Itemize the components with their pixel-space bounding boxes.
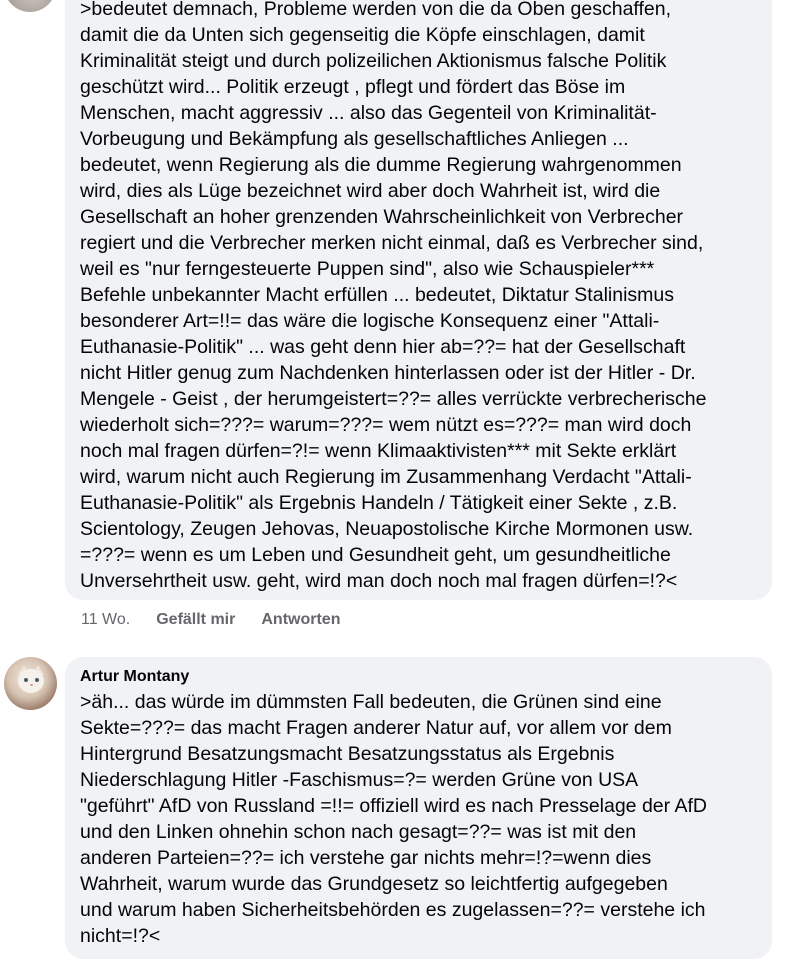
comment-text: >äh... das würde im dümmsten Fall bedeuten, die Grünen sind eine Sekte=???= das macht Fragen anderer Natur auf, vor allem vor dem Hintergrund Besatzungsmacht Besatzungsstatus als Ergebnis Niederschlagung Hitler -Faschismus=?= werden Grüne von USA "geführt" AfD von Russland =!!= offiziell wird es nach Presselage der AfD und den Linken ohnehin schon nach gesagt=??= was ist mit den anderen Parteien=??= ich verstehe gar nichts mehr=!?=wenn dies Wahrheit, warum wurde das Grundgesetz so leichtfertig aufgegeben und warum haben Sicherheitsbehörden es zugelassen=??= verstehe ich nicht=!?< [80, 691, 707, 947]
reply-button[interactable]: Antworten [261, 611, 341, 628]
cat-eye-icon [35, 678, 39, 682]
comment-bubble [65, 657, 772, 959]
cat-eye-icon [24, 678, 28, 682]
comment-actions [81, 609, 366, 631]
like-button[interactable]: Gefällt mir [156, 611, 236, 628]
comment-timestamp[interactable]: 11 Wo. [81, 611, 131, 628]
cat-face-icon [18, 669, 44, 693]
comment-bubble [65, 0, 772, 600]
cat-nose-icon [30, 684, 33, 686]
comment-text: >bedeutet demnach, Probleme werden von die da Oben geschaffen, damit die da Unten sich gegenseitig die Köpfe einschlagen, damit Kriminalität steigt und durch polizeilichen Aktionismus falsche Politik geschützt wird... Politik erzeugt , pflegt und fördert das Böse im Menschen, macht aggressiv ... also das Gegenteil von Kriminalität- Vorbeugung und Bekämpfung als gesellschaftliches Anliegen ... bedeutet, wenn Regierung als die dumme Regierung wahrgenommen wird, dies als Lüge bezeichnet wird aber doch Wahrheit ist, wird die Gesellschaft an hoher grenzenden Wahrscheinlichkeit von Verbrecher regiert und die Verbrecher merken nicht einmal, daß es Verbrecher sind, weil es "nur ferngesteuerte Puppen sind", also wie Schauspieler*** Befehle unbekannter Macht erfüllen ... bedeutet, Diktatur Stalinismus besonderer Art=!!= das wäre die logische Konsequenz einer "Attali- Euthanasie-Politik" ... was geht denn hier ab=??= hat der Gesellschaft nicht Hitler genug zum Nachdenken hinterlassen oder ist der Hitler - Dr. Mengele - Geist , der herumgeistert=??= alles verrückte verbrecherische wiederholt sich=???= warum=???= wem nützt es=???= man wird doch noch mal fragen dürfen=?!= wenn Klimaaktivisten*** mit Sekte erklärt wird, warum nicht auch Regierung im Zusammenhang Verdacht "Attali- Euthanasie-Politik" als Ergebnis Handeln / Tätigkeit einer Sekte , z.B. Scientology, Zeugen Jehovas, Neuapostolische Kirche Mormonen usw. =???= wenn es um Leben und Gesundheit geht, um gesundheitliche Unversehrtheit usw. geht, wird man doch noch mal fragen dürfen=!?< [80, 0, 707, 592]
avatar[interactable] [4, 657, 57, 710]
comment-author[interactable]: Artur Montany [80, 668, 190, 685]
avatar[interactable] [4, 0, 56, 12]
